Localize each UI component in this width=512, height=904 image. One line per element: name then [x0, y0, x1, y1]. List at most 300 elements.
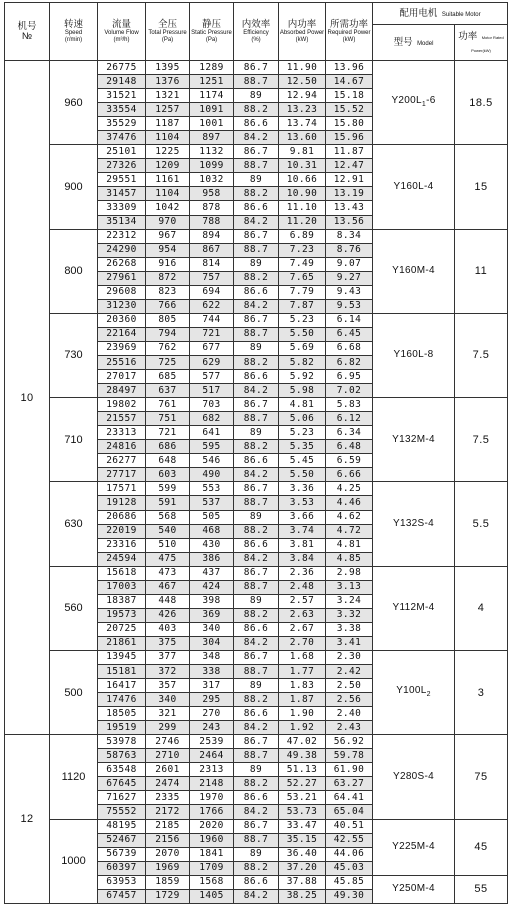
required-power-cell: 15.96 — [326, 131, 373, 145]
required-power-cell: 15.52 — [326, 103, 373, 117]
absorbed-power-cell: 3.36 — [279, 482, 326, 496]
efficiency-cell: 84.2 — [234, 889, 279, 903]
absorbed-power-cell: 37.88 — [279, 875, 326, 889]
static-pressure-cell: 338 — [190, 665, 234, 679]
motor-power-cell: 15 — [455, 145, 508, 229]
static-pressure-cell: 340 — [190, 622, 234, 636]
efficiency-cell: 88.2 — [234, 187, 279, 201]
speed-cell: 630 — [50, 482, 98, 566]
absorbed-power-cell: 9.81 — [279, 145, 326, 159]
total-pressure-cell: 872 — [146, 271, 190, 285]
volume-cell: 24594 — [98, 552, 146, 566]
required-power-cell: 2.56 — [326, 693, 373, 707]
required-power-cell: 4.25 — [326, 482, 373, 496]
required-power-cell: 4.46 — [326, 496, 373, 510]
volume-cell: 19519 — [98, 721, 146, 735]
absorbed-power-cell: 12.94 — [279, 89, 326, 103]
static-pressure-cell: 788 — [190, 215, 234, 229]
static-pressure-cell: 577 — [190, 370, 234, 384]
total-pressure-cell: 2746 — [146, 735, 190, 749]
required-power-cell: 40.51 — [326, 819, 373, 833]
header-absorbed-power — [279, 3, 326, 61]
static-pressure-cell: 369 — [190, 608, 234, 622]
volume-cell: 17003 — [98, 580, 146, 594]
efficiency-cell: 89 — [234, 89, 279, 103]
required-power-cell: 15.18 — [326, 89, 373, 103]
required-power-cell: 6.82 — [326, 355, 373, 369]
total-pressure-cell: 599 — [146, 482, 190, 496]
motor-model-cell — [373, 735, 455, 819]
static-pressure-cell: 1970 — [190, 791, 234, 805]
efficiency-cell: 84.2 — [234, 805, 279, 819]
total-pressure-cell: 1187 — [146, 117, 190, 131]
static-pressure-cell: 1766 — [190, 805, 234, 819]
absorbed-power-cell: 10.90 — [279, 187, 326, 201]
volume-cell: 23969 — [98, 341, 146, 355]
efficiency-cell: 89 — [234, 763, 279, 777]
volume-cell: 27717 — [98, 468, 146, 482]
static-pressure-cell: 386 — [190, 552, 234, 566]
static-pressure-cell: 721 — [190, 327, 234, 341]
absorbed-power-cell: 1.87 — [279, 693, 326, 707]
total-pressure-cell: 1161 — [146, 173, 190, 187]
static-pressure-cell: 304 — [190, 636, 234, 650]
volume-cell: 20725 — [98, 622, 146, 636]
absorbed-power-cell: 2.70 — [279, 636, 326, 650]
total-pressure-cell: 372 — [146, 665, 190, 679]
efficiency-cell: 86.6 — [234, 791, 279, 805]
volume-cell: 22164 — [98, 327, 146, 341]
motor-model: Y132M-4 — [392, 433, 435, 445]
absorbed-power-cell: 10.66 — [279, 173, 326, 187]
volume-cell: 67457 — [98, 889, 146, 903]
volume-cell: 15181 — [98, 665, 146, 679]
header-efficiency-unit: (%) — [251, 36, 261, 43]
efficiency-cell: 88.2 — [234, 103, 279, 117]
efficiency-cell: 88.7 — [234, 243, 279, 257]
motor-model-subscript: 1 — [421, 100, 427, 108]
volume-cell: 58763 — [98, 749, 146, 763]
volume-cell: 29148 — [98, 75, 146, 89]
required-power-cell: 11.87 — [326, 145, 373, 159]
static-pressure-cell: 1251 — [190, 75, 234, 89]
static-pressure-cell: 1568 — [190, 875, 234, 889]
motor-power-cell: 3 — [455, 650, 508, 734]
header-machine-no-en: № — [21, 30, 33, 42]
efficiency-cell: 86.6 — [234, 707, 279, 721]
volume-cell: 67645 — [98, 777, 146, 791]
motor-model-cell — [373, 61, 455, 145]
speed-cell: 800 — [50, 229, 98, 313]
efficiency-cell: 88.2 — [234, 271, 279, 285]
static-pressure-cell: 703 — [190, 398, 234, 412]
required-power-cell: 2.40 — [326, 707, 373, 721]
required-power-cell: 4.85 — [326, 552, 373, 566]
efficiency-cell: 88.7 — [234, 412, 279, 426]
static-pressure-cell: 958 — [190, 187, 234, 201]
motor-power-cell: 18.5 — [455, 61, 508, 145]
absorbed-power-cell: 1.68 — [279, 650, 326, 664]
speed-cell: 560 — [50, 566, 98, 650]
efficiency-cell: 88.2 — [234, 355, 279, 369]
volume-cell: 24290 — [98, 243, 146, 257]
total-pressure-cell: 751 — [146, 412, 190, 426]
header-total-pressure-en: Total Pressure — [148, 29, 187, 36]
volume-cell: 17571 — [98, 482, 146, 496]
header-static-pressure-unit: (Pa) — [205, 36, 218, 43]
static-pressure-cell: 814 — [190, 257, 234, 271]
volume-cell: 29551 — [98, 173, 146, 187]
required-power-cell: 15.80 — [326, 117, 373, 131]
static-pressure-cell: 490 — [190, 468, 234, 482]
volume-cell: 33309 — [98, 201, 146, 215]
absorbed-power-cell: 7.49 — [279, 257, 326, 271]
volume-cell: 33554 — [98, 103, 146, 117]
absorbed-power-cell: 2.36 — [279, 566, 326, 580]
static-pressure-cell: 867 — [190, 243, 234, 257]
static-pressure-cell: 694 — [190, 285, 234, 299]
efficiency-cell: 86.7 — [234, 313, 279, 327]
absorbed-power-cell: 11.90 — [279, 61, 326, 75]
required-power-cell: 8.34 — [326, 229, 373, 243]
motor-model: Y132S-4 — [392, 518, 435, 530]
absorbed-power-cell: 33.47 — [279, 819, 326, 833]
volume-cell: 15618 — [98, 566, 146, 580]
total-pressure-cell: 510 — [146, 538, 190, 552]
motor-power-cell: 7.5 — [455, 313, 508, 397]
motor-model-cell — [373, 313, 455, 397]
volume-cell: 63548 — [98, 763, 146, 777]
required-power-cell: 65.04 — [326, 805, 373, 819]
total-pressure-cell: 721 — [146, 426, 190, 440]
absorbed-power-cell: 3.81 — [279, 538, 326, 552]
table-row — [5, 313, 508, 327]
header-required-power-en: Required Power — [327, 29, 371, 36]
static-pressure-cell: 677 — [190, 341, 234, 355]
efficiency-cell: 89 — [234, 847, 279, 861]
efficiency-cell: 89 — [234, 679, 279, 693]
efficiency-cell: 89 — [234, 426, 279, 440]
volume-cell: 60397 — [98, 861, 146, 875]
efficiency-cell: 84.2 — [234, 384, 279, 398]
absorbed-power-cell: 7.65 — [279, 271, 326, 285]
required-power-cell: 45.85 — [326, 875, 373, 889]
volume-cell: 56739 — [98, 847, 146, 861]
efficiency-cell: 88.2 — [234, 524, 279, 538]
required-power-cell: 4.72 — [326, 524, 373, 538]
header-static-pressure-cn: 静压 — [201, 18, 221, 30]
total-pressure-cell: 1104 — [146, 131, 190, 145]
motor-model-cell: Y250M-4 — [373, 875, 455, 903]
required-power-cell: 2.50 — [326, 679, 373, 693]
header-static-pressure-en: Static Pressure — [191, 29, 232, 36]
volume-cell: 31457 — [98, 187, 146, 201]
volume-cell: 26268 — [98, 257, 146, 271]
total-pressure-cell: 805 — [146, 313, 190, 327]
static-pressure-cell: 553 — [190, 482, 234, 496]
total-pressure-cell: 1209 — [146, 159, 190, 173]
table-row — [5, 145, 508, 159]
total-pressure-cell: 954 — [146, 243, 190, 257]
absorbed-power-cell: 5.50 — [279, 327, 326, 341]
required-power-cell: 56.92 — [326, 735, 373, 749]
total-pressure-cell: 448 — [146, 594, 190, 608]
total-pressure-cell: 2185 — [146, 819, 190, 833]
header-required-power-unit: (kW) — [342, 36, 356, 43]
required-power-cell: 6.34 — [326, 426, 373, 440]
required-power-cell: 9.43 — [326, 285, 373, 299]
absorbed-power-cell: 3.84 — [279, 552, 326, 566]
absorbed-power-cell: 5.82 — [279, 355, 326, 369]
efficiency-cell: 89 — [234, 257, 279, 271]
volume-cell: 37476 — [98, 131, 146, 145]
required-power-cell: 4.62 — [326, 510, 373, 524]
static-pressure-cell: 2020 — [190, 819, 234, 833]
static-pressure-cell: 1405 — [190, 889, 234, 903]
absorbed-power-cell: 47.02 — [279, 735, 326, 749]
absorbed-power-cell: 7.23 — [279, 243, 326, 257]
static-pressure-cell: 897 — [190, 131, 234, 145]
motor-power-cell: 4 — [455, 566, 508, 650]
total-pressure-cell: 2601 — [146, 763, 190, 777]
required-power-cell: 14.67 — [326, 75, 373, 89]
efficiency-cell: 86.6 — [234, 201, 279, 215]
total-pressure-cell: 1729 — [146, 889, 190, 903]
total-pressure-cell: 637 — [146, 384, 190, 398]
absorbed-power-cell: 51.13 — [279, 763, 326, 777]
header-absorbed-power-unit: (kW) — [295, 36, 309, 43]
required-power-cell: 2.42 — [326, 665, 373, 679]
absorbed-power-cell: 10.31 — [279, 159, 326, 173]
static-pressure-cell: 1099 — [190, 159, 234, 173]
total-pressure-cell: 823 — [146, 285, 190, 299]
motor-power-cell: 11 — [455, 229, 508, 313]
required-power-cell: 12.91 — [326, 173, 373, 187]
required-power-cell: 3.41 — [326, 636, 373, 650]
efficiency-cell: 86.7 — [234, 650, 279, 664]
motor-model-cell — [373, 145, 455, 229]
efficiency-cell: 86.7 — [234, 398, 279, 412]
efficiency-cell: 88.2 — [234, 861, 279, 875]
table-body — [5, 61, 508, 904]
absorbed-power-cell: 2.57 — [279, 594, 326, 608]
static-pressure-cell: 2539 — [190, 735, 234, 749]
required-power-cell: 2.30 — [326, 650, 373, 664]
volume-cell: 28497 — [98, 384, 146, 398]
motor-power-cell: 75 — [455, 735, 508, 819]
header-efficiency-en: Efficiency — [243, 29, 269, 36]
total-pressure-cell: 761 — [146, 398, 190, 412]
required-power-cell: 6.48 — [326, 440, 373, 454]
total-pressure-cell: 475 — [146, 552, 190, 566]
volume-cell: 26277 — [98, 454, 146, 468]
static-pressure-cell: 894 — [190, 229, 234, 243]
header-volume-unit: (m³/h) — [113, 36, 130, 43]
absorbed-power-cell: 11.10 — [279, 201, 326, 215]
speed-cell: 730 — [50, 313, 98, 397]
static-pressure-cell: 317 — [190, 679, 234, 693]
required-power-cell: 6.66 — [326, 468, 373, 482]
header-efficiency — [234, 3, 279, 61]
total-pressure-cell: 2070 — [146, 847, 190, 861]
speed-cell: 1000 — [50, 819, 98, 903]
total-pressure-cell: 1969 — [146, 861, 190, 875]
required-power-cell: 64.41 — [326, 791, 373, 805]
volume-cell: 25516 — [98, 355, 146, 369]
volume-cell: 17476 — [98, 693, 146, 707]
absorbed-power-cell: 49.38 — [279, 749, 326, 763]
speed-cell: 1120 — [50, 735, 98, 819]
efficiency-cell: 86.6 — [234, 538, 279, 552]
table-row — [5, 566, 508, 580]
absorbed-power-cell: 12.50 — [279, 75, 326, 89]
header-model — [373, 25, 455, 61]
required-power-cell: 6.95 — [326, 370, 373, 384]
static-pressure-cell: 437 — [190, 566, 234, 580]
required-power-cell: 59.78 — [326, 749, 373, 763]
required-power-cell: 61.90 — [326, 763, 373, 777]
absorbed-power-cell: 5.23 — [279, 426, 326, 440]
required-power-cell: 13.96 — [326, 61, 373, 75]
volume-cell: 35529 — [98, 117, 146, 131]
efficiency-cell: 84.2 — [234, 636, 279, 650]
required-power-cell: 9.53 — [326, 299, 373, 313]
absorbed-power-cell: 3.66 — [279, 510, 326, 524]
header-absorbed-power-cn: 内功率 — [287, 18, 317, 30]
static-pressure-cell: 468 — [190, 524, 234, 538]
efficiency-cell: 84.2 — [234, 215, 279, 229]
motor-model-cell — [373, 566, 455, 650]
total-pressure-cell: 2710 — [146, 749, 190, 763]
volume-cell: 53978 — [98, 735, 146, 749]
required-power-cell: 3.24 — [326, 594, 373, 608]
absorbed-power-cell: 5.23 — [279, 313, 326, 327]
total-pressure-cell: 685 — [146, 370, 190, 384]
total-pressure-cell: 375 — [146, 636, 190, 650]
efficiency-cell: 88.2 — [234, 608, 279, 622]
header-total-pressure-unit: (Pa) — [161, 36, 174, 43]
efficiency-cell: 84.2 — [234, 552, 279, 566]
static-pressure-cell: 2464 — [190, 749, 234, 763]
static-pressure-cell: 243 — [190, 721, 234, 735]
total-pressure-cell: 467 — [146, 580, 190, 594]
volume-cell: 48195 — [98, 819, 146, 833]
absorbed-power-cell: 5.50 — [279, 468, 326, 482]
volume-cell: 25101 — [98, 145, 146, 159]
absorbed-power-cell: 11.20 — [279, 215, 326, 229]
efficiency-cell: 86.6 — [234, 622, 279, 636]
efficiency-cell: 86.7 — [234, 735, 279, 749]
required-power-cell: 13.19 — [326, 187, 373, 201]
absorbed-power-cell: 4.81 — [279, 398, 326, 412]
motor-power-cell: 7.5 — [455, 398, 508, 482]
motor-model: Y200L — [391, 94, 422, 106]
absorbed-power-cell: 1.92 — [279, 721, 326, 735]
absorbed-power-cell: 13.74 — [279, 117, 326, 131]
required-power-cell: 5.83 — [326, 398, 373, 412]
required-power-cell: 9.07 — [326, 257, 373, 271]
volume-cell: 18505 — [98, 707, 146, 721]
absorbed-power-cell: 3.53 — [279, 496, 326, 510]
motor-model: Y160M-4 — [392, 265, 435, 277]
total-pressure-cell: 2335 — [146, 791, 190, 805]
absorbed-power-cell: 52.27 — [279, 777, 326, 791]
required-power-cell: 6.59 — [326, 454, 373, 468]
required-power-cell: 44.06 — [326, 847, 373, 861]
static-pressure-cell: 629 — [190, 355, 234, 369]
volume-cell: 19128 — [98, 496, 146, 510]
motor-model-cell — [373, 398, 455, 482]
efficiency-cell: 89 — [234, 510, 279, 524]
absorbed-power-cell: 1.83 — [279, 679, 326, 693]
total-pressure-cell: 762 — [146, 341, 190, 355]
static-pressure-cell: 744 — [190, 313, 234, 327]
total-pressure-cell: 540 — [146, 524, 190, 538]
efficiency-cell: 88.7 — [234, 159, 279, 173]
static-pressure-cell: 1132 — [190, 145, 234, 159]
volume-cell: 13945 — [98, 650, 146, 664]
speed-cell: 960 — [50, 61, 98, 145]
volume-cell: 27326 — [98, 159, 146, 173]
total-pressure-cell: 766 — [146, 299, 190, 313]
static-pressure-cell: 757 — [190, 271, 234, 285]
header-motor-cn: 配用电机 — [399, 8, 438, 19]
absorbed-power-cell: 5.98 — [279, 384, 326, 398]
motor-model-cell — [373, 650, 455, 734]
volume-cell: 21861 — [98, 636, 146, 650]
required-power-cell: 13.56 — [326, 215, 373, 229]
static-pressure-cell: 1289 — [190, 61, 234, 75]
efficiency-cell: 86.6 — [234, 370, 279, 384]
efficiency-cell: 86.6 — [234, 875, 279, 889]
efficiency-cell: 86.7 — [234, 145, 279, 159]
table-row — [5, 650, 508, 664]
motor-model: Y160L-8 — [393, 349, 434, 361]
required-power-cell: 8.76 — [326, 243, 373, 257]
efficiency-cell: 86.7 — [234, 61, 279, 75]
absorbed-power-cell: 35.15 — [279, 833, 326, 847]
efficiency-cell: 86.6 — [234, 454, 279, 468]
efficiency-cell: 86.7 — [234, 229, 279, 243]
absorbed-power-cell: 1.90 — [279, 707, 326, 721]
total-pressure-cell: 1104 — [146, 187, 190, 201]
volume-cell: 24816 — [98, 440, 146, 454]
total-pressure-cell: 794 — [146, 327, 190, 341]
required-power-cell: 45.03 — [326, 861, 373, 875]
absorbed-power-cell: 1.77 — [279, 665, 326, 679]
static-pressure-cell: 1841 — [190, 847, 234, 861]
volume-cell: 75552 — [98, 805, 146, 819]
static-pressure-cell: 517 — [190, 384, 234, 398]
header-efficiency-cn: 内效率 — [241, 18, 271, 30]
total-pressure-cell: 1321 — [146, 89, 190, 103]
volume-cell: 27961 — [98, 271, 146, 285]
header-total-pressure — [146, 3, 190, 61]
static-pressure-cell: 878 — [190, 201, 234, 215]
header-motor-en: Suitable Motor — [441, 12, 481, 18]
table-row — [5, 735, 508, 749]
volume-cell: 27017 — [98, 370, 146, 384]
header-required-power — [326, 3, 373, 61]
volume-cell: 31230 — [98, 299, 146, 313]
header-power-cn: 功率 — [458, 30, 478, 42]
volume-cell: 21557 — [98, 412, 146, 426]
table-row — [5, 819, 508, 833]
static-pressure-cell: 622 — [190, 299, 234, 313]
absorbed-power-cell: 5.06 — [279, 412, 326, 426]
machine-no-cell: 10 — [5, 61, 50, 735]
static-pressure-cell: 2148 — [190, 777, 234, 791]
